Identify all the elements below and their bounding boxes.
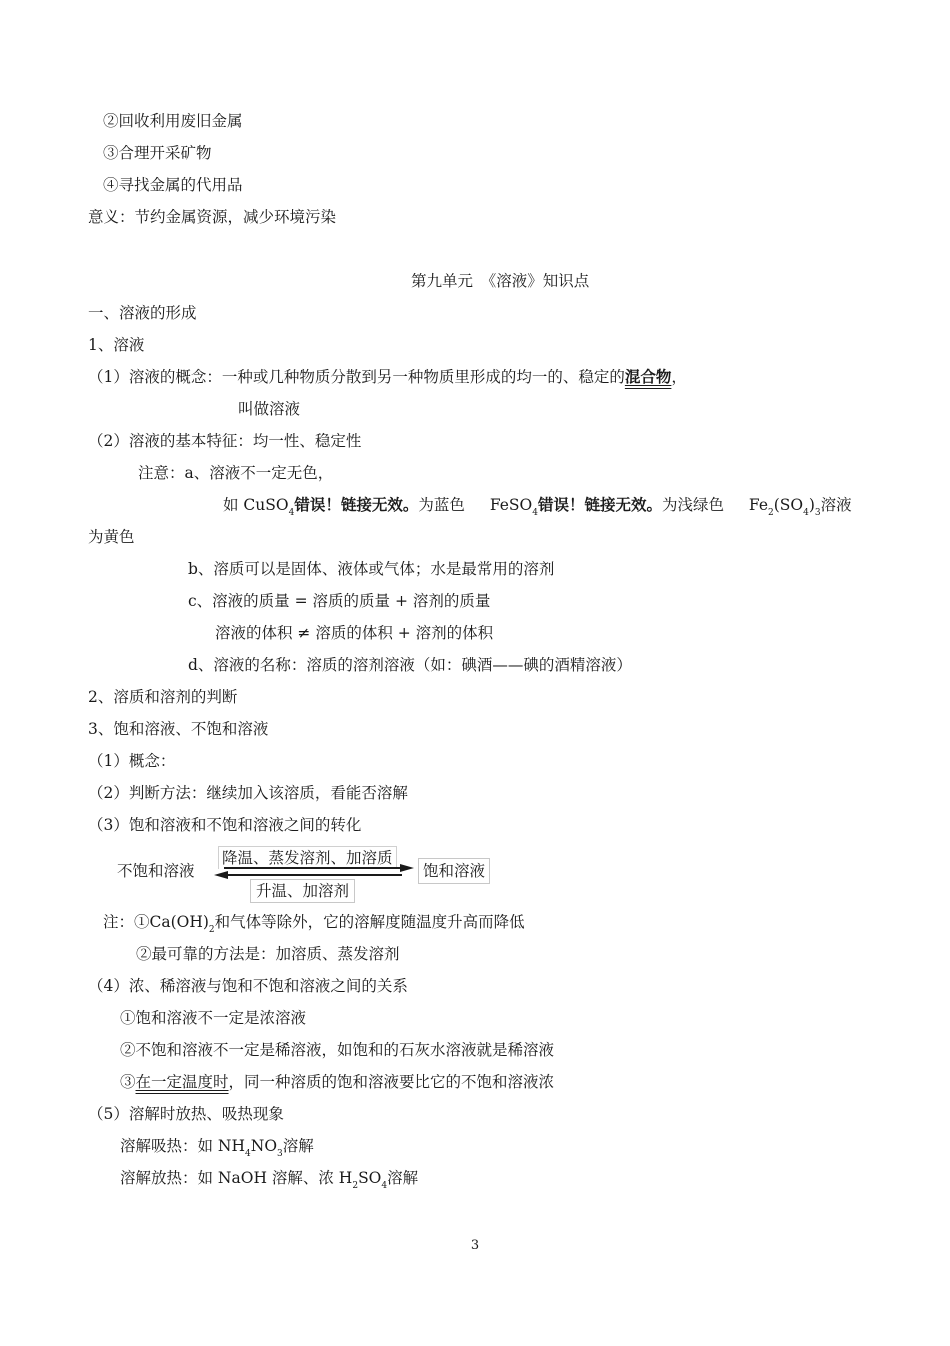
item-recycle-metal: ②回收利用废旧金属 [103,112,243,130]
note-c1: c、溶液的质量 = 溶质的质量 + 溶剂的质量 [188,592,491,610]
item-mining: ③合理开采矿物 [103,144,212,162]
release-line [120,1168,418,1196]
point-2: （2）判断方法：继续加入该溶质，看能否溶解 [88,784,408,802]
subsection-heading-3: 3、饱和溶液、不饱和溶液 [88,720,269,738]
broken-link-error: 错误！链接无效。 [537,496,662,514]
point-5: （5）溶解时放热、吸热现象 [88,1105,284,1123]
broken-link-error: 错误！链接无效。 [294,496,419,514]
ex-cuso: 如 CuSO [223,496,289,514]
relation-1: ①饱和溶液不一定是浓溶液 [120,1009,307,1027]
note-c2: 溶液的体积 ≠ 溶质的体积 + 溶剂的体积 [215,624,494,642]
release-text: 溶解放热：如 NaOH 溶解、浓 H [120,1169,353,1187]
subsection-heading-2: 2、溶质和溶剂的判断 [88,688,238,706]
forward-condition: 降温、蒸发溶剂、加溶质 [218,846,397,869]
ex-feso: FeSO [489,496,533,514]
point-3: （3）饱和溶液和不饱和溶液之间的转化 [88,816,362,834]
remark-2: ②最可靠的方法是：加溶质、蒸发溶剂 [136,945,400,963]
examples-line [223,495,852,523]
point-1: （1）概念： [88,752,176,770]
subscript: 4 [381,1181,388,1191]
subsection-heading: 1、溶液 [88,336,145,354]
relation-3 [120,1072,554,1092]
meaning-line: 意义：节约金属资源，减少环境污染 [88,208,337,226]
section-heading: 一、溶液的形成 [88,304,197,322]
concept-line-cont: 叫做溶液 [238,400,301,418]
examples-line-cont: 为黄色 [88,528,135,546]
absorb-no: NO [250,1137,278,1155]
subscript: 2 [768,508,774,518]
absorb-line [120,1136,314,1164]
ex-green: 为浅绿色 [661,496,724,514]
relation-2: ②不饱和溶液不一定是稀溶液，如饱和的石灰水溶液就是稀溶液 [120,1041,555,1059]
absorb-end: 溶解 [282,1137,314,1155]
remark-1-text: 注：①Ca(OH) [103,913,209,931]
subscript: 2 [208,925,215,935]
release-end: 溶解 [387,1169,419,1187]
unit-title: 第九单元 《溶液》知识点 [411,272,590,290]
note-a: 注意：a、溶液不一定无色， [138,464,334,482]
underlined-phrase: 在一定温度时 [135,1073,229,1091]
subscript: 3 [814,508,821,518]
subscript: 4 [288,508,295,518]
concept-line [88,367,687,387]
highlight-term: 混合物 [624,367,672,386]
feature-line: （2）溶液的基本特征：均一性、稳定性 [88,432,362,450]
relation-3-rest: ，同一种溶质的饱和溶液要比它的不饱和溶液浓 [228,1073,555,1091]
remark-1 [103,912,525,940]
subscript: 4 [532,508,538,518]
item-substitute: ④寻找金属的代用品 [103,176,243,194]
note-b: b、溶质可以是固体、液体或气体；水是最常用的溶剂 [188,560,555,578]
relation-3-num: ③ [120,1073,136,1091]
concept-punct: ， [671,368,687,386]
ex-so: (SO [773,496,804,514]
remark-1-rest: 和气体等除外，它的溶解度随温度升高而降低 [214,913,525,931]
subscript: 4 [803,508,809,518]
conversion-arrows [210,864,415,880]
subscript: 3 [277,1149,283,1159]
ex-sol: 溶液 [820,496,852,514]
note-d: d、溶液的名称：溶质的溶剂溶液（如：碘酒——碘的酒精溶液） [188,656,632,674]
page-number: 3 [470,1238,480,1253]
reverse-condition: 升温、加溶剂 [250,879,355,903]
ex-fe: Fe [748,496,769,514]
point-4: （4）浓、稀溶液与饱和不饱和溶液之间的关系 [88,977,408,995]
ex-blue: 为蓝色 [418,496,465,514]
unsaturated-box: 不饱和溶液 [112,858,200,884]
subscript: 4 [245,1149,251,1159]
saturated-box: 饱和溶液 [418,858,490,884]
ex-paren: ) [808,496,815,514]
concept-text: （1）溶液的概念：一种或几种物质分散到另一种物质里形成的均一的、稳定的 [88,368,625,386]
subscript: 2 [352,1181,359,1191]
release-so: SO [358,1169,382,1187]
absorb-text: 溶解吸热：如 NH [120,1137,246,1155]
